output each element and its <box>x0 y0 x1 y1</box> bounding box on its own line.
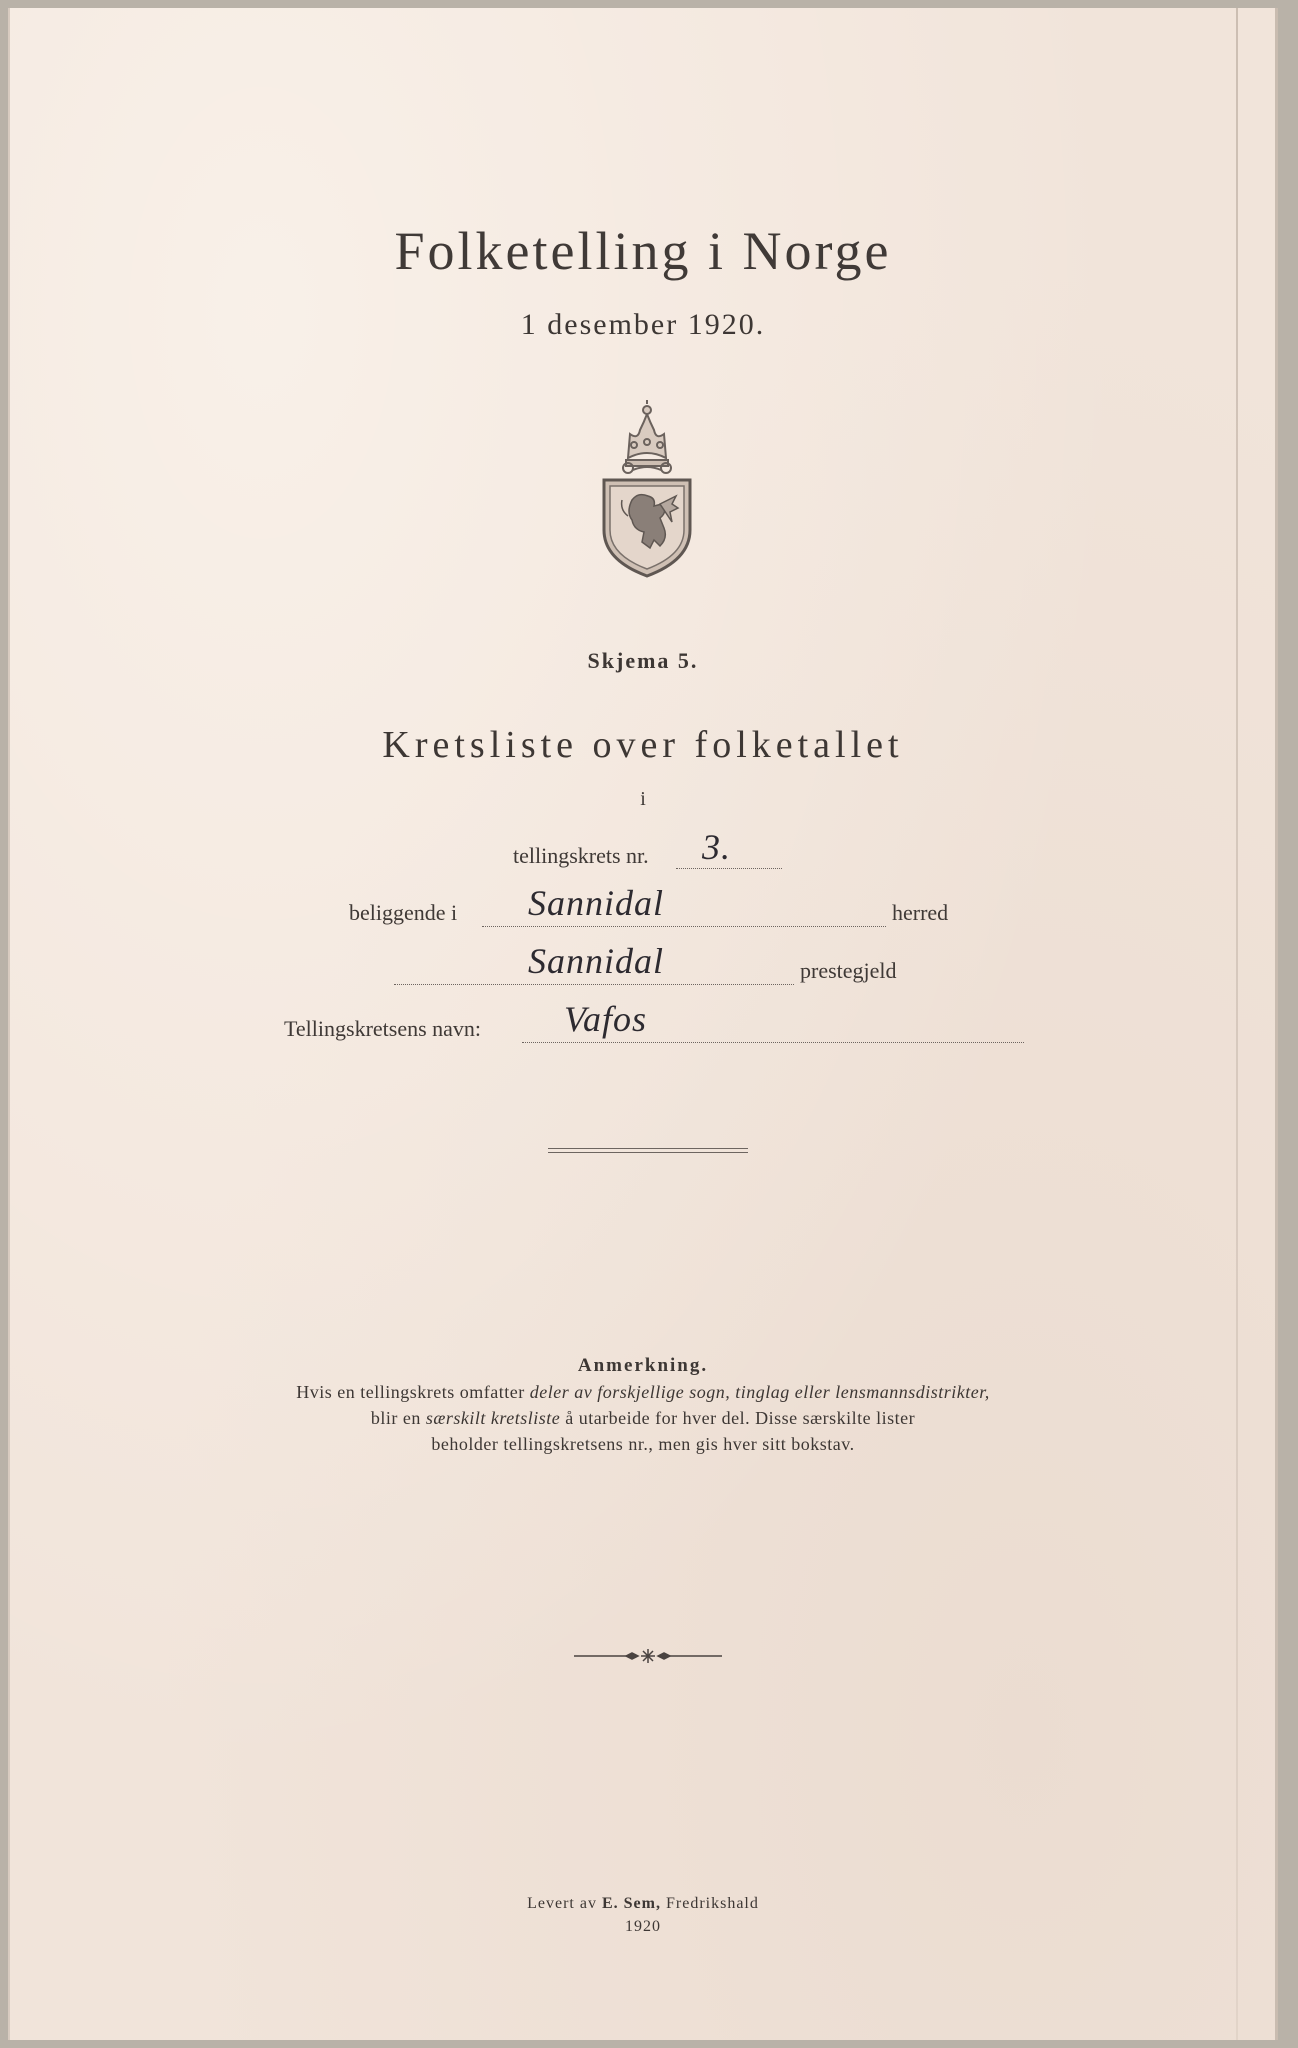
form-preposition: i <box>640 788 646 810</box>
form-heading: Kretsliste over folketallet <box>382 724 904 766</box>
census-form-page <box>8 8 1278 2040</box>
navn-label: Tellingskretsens navn: <box>284 1016 482 1041</box>
norwegian-coat-of-arms-icon <box>598 400 696 580</box>
herred-value: Sannidal <box>528 883 665 923</box>
navn-value: Vafos <box>564 999 648 1039</box>
krets-nr-line <box>676 868 782 869</box>
printer-city: Fredrikshald <box>660 1895 759 1912</box>
document-title: Folketelling i Norge <box>394 221 892 281</box>
prestegjeld-value: Sannidal <box>528 941 665 981</box>
note-line-2-a: blir en <box>370 1408 426 1428</box>
note-title: Anmerkning. <box>577 1355 709 1376</box>
document-date: 1 desember 1920. <box>520 308 766 341</box>
krets-nr-label: tellingskrets nr. <box>513 843 649 868</box>
herred-label: herred <box>892 900 949 925</box>
section-separator <box>548 1148 748 1153</box>
note-line-3: beholder tellingskretsens nr., men gis hver sitt bokstav. <box>431 1434 855 1454</box>
note-line-1-b: deler av forskjellige sogn, tinglag eller lensmannsdistrikter, <box>529 1382 990 1402</box>
ornamental-divider-icon <box>568 1648 728 1664</box>
schema-number: Skjema 5. <box>587 648 699 673</box>
note-line-2 <box>8 1408 1278 1429</box>
printer-line <box>8 1895 1278 1913</box>
note-line-2-b: særskilt kretsliste <box>425 1408 561 1428</box>
note-line-1 <box>8 1382 1278 1403</box>
herred-line <box>482 926 886 927</box>
printer-prefix: Levert av <box>527 1895 602 1912</box>
krets-nr-value: 3. <box>702 827 731 867</box>
note-line-2-c: å utarbeide for hver del. Disse særskilte lister <box>560 1408 916 1428</box>
prestegjeld-line <box>394 984 794 985</box>
beliggende-label: beliggende i <box>349 900 458 925</box>
printer-name: E. Sem, <box>601 1895 661 1912</box>
navn-line <box>522 1042 1024 1043</box>
prestegjeld-label: prestegjeld <box>800 958 897 983</box>
print-year: 1920 <box>625 1918 661 1935</box>
note-line-1-a: Hvis en tellingskrets omfatter <box>296 1382 530 1402</box>
